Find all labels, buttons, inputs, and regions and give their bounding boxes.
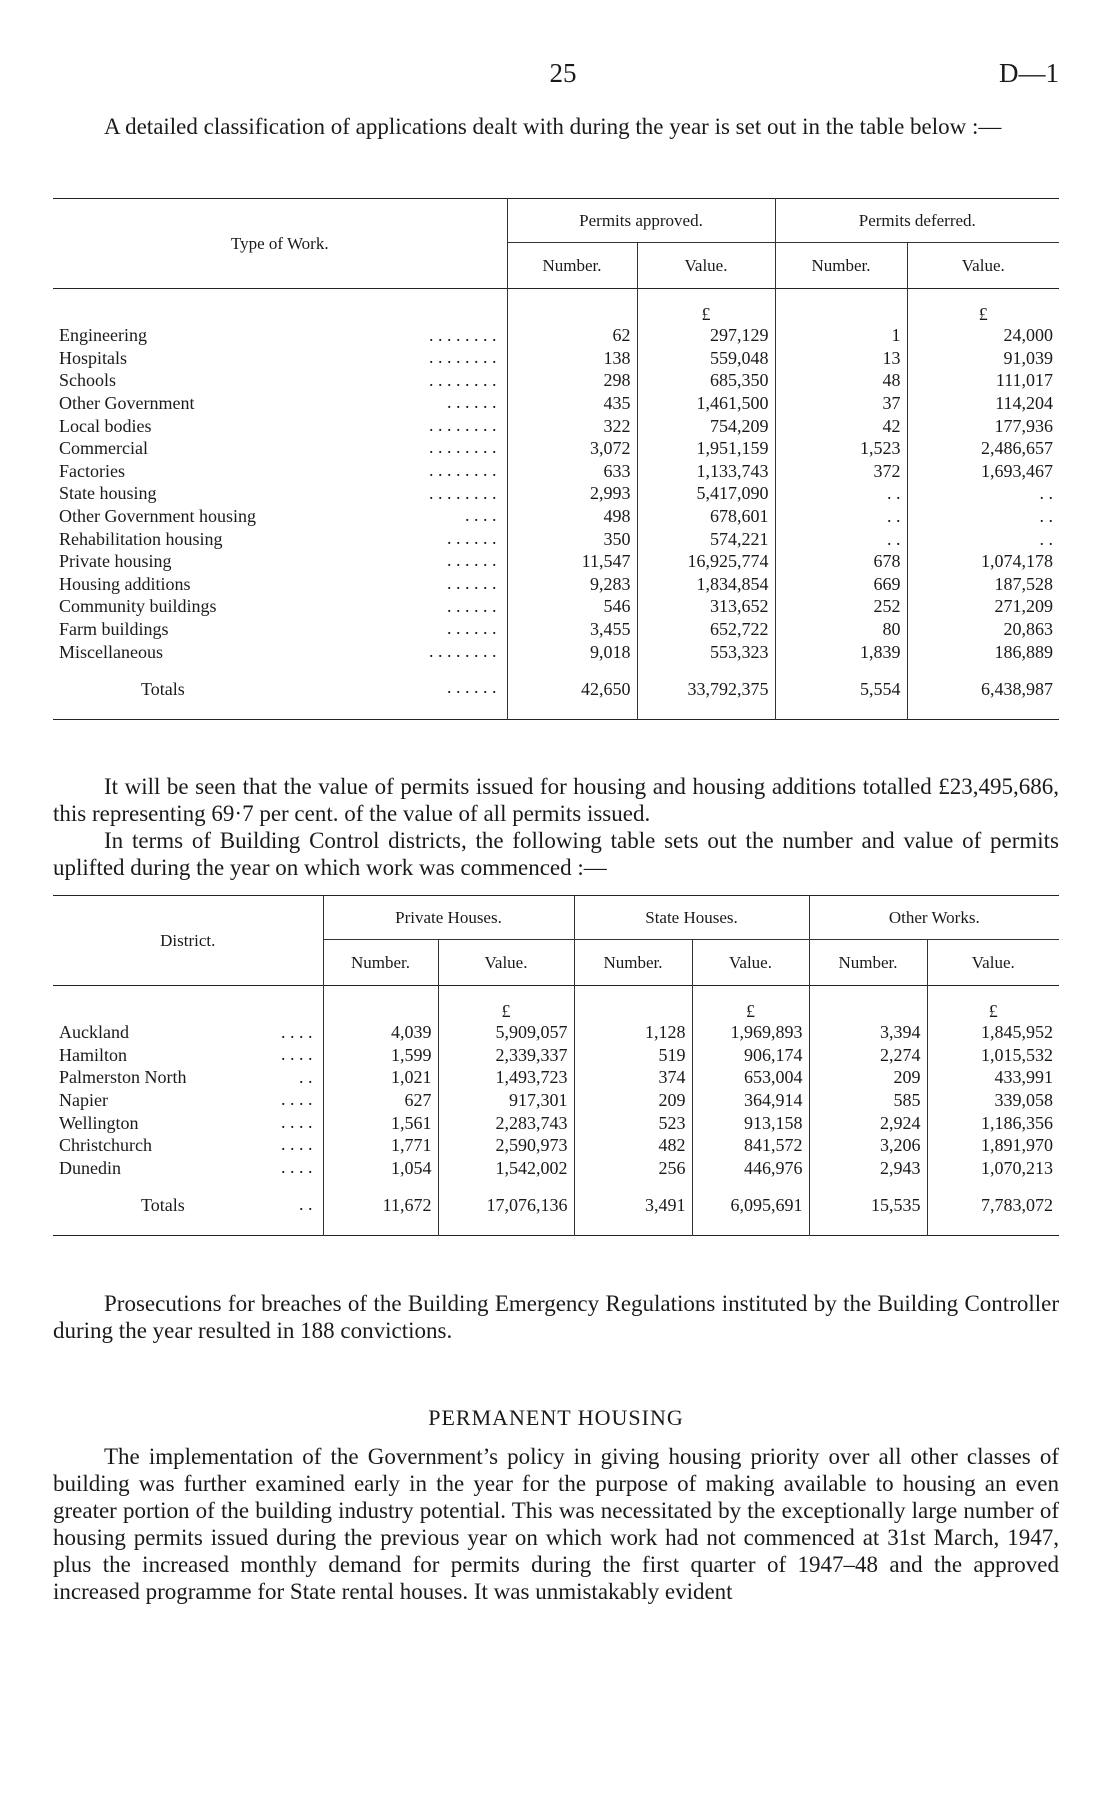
deferred-number-cell: 252 xyxy=(775,596,907,619)
deferred-number-cell: 1 xyxy=(775,325,907,348)
table-row xyxy=(53,392,1059,415)
row-label: Other Government housing xyxy=(59,506,256,527)
district-label: Palmerston North xyxy=(59,1067,187,1088)
table-row xyxy=(53,1067,1059,1090)
approved-number-cell: 9,018 xyxy=(507,641,637,664)
deferred-value-cell: 271,209 xyxy=(907,596,1059,619)
permits-deferred-header: Permits deferred. xyxy=(775,199,1059,243)
state-value-cell: 446,976 xyxy=(692,1157,809,1180)
district-label: Christchurch xyxy=(59,1135,152,1156)
district-table xyxy=(53,895,1059,1236)
page-number: 25 xyxy=(549,58,577,88)
table-row xyxy=(53,415,1059,438)
table-row xyxy=(53,1134,1059,1157)
housing-value-paragraph: It will be seen that the value of permits issued for housing and housing additions totalled £23,495,686, this representing 69·7 per cent. of the value of all permits issued. xyxy=(53,774,1059,826)
leader-dots: . . . . . . . . xyxy=(429,460,497,481)
approved-number-cell: 498 xyxy=(507,505,637,528)
table-row xyxy=(53,550,1059,573)
deferred-number-cell: 1,839 xyxy=(775,641,907,664)
leader-dots: . . . . xyxy=(281,1157,313,1178)
row-label: Factories xyxy=(59,460,125,481)
deferred-number-header: Number. xyxy=(775,243,907,289)
totals-deferred-number: 5,554 xyxy=(775,677,907,701)
private-value-cell: 1,493,723 xyxy=(438,1067,574,1090)
state-number-cell: 1,128 xyxy=(574,1022,692,1045)
row-label: Local bodies xyxy=(59,415,152,436)
leader-dots: . . . . . . xyxy=(447,527,497,548)
leader-dots: . . . . . . . . xyxy=(429,437,497,458)
approved-value-cell: 297,129 xyxy=(637,325,775,348)
deferred-number-cell: 1,523 xyxy=(775,437,907,460)
deferred-value-cell: 1,074,178 xyxy=(907,550,1059,573)
leader-dots: . . . . . . . . xyxy=(429,640,497,661)
totals-other-number: 15,535 xyxy=(809,1194,927,1218)
leader-dots: . . xyxy=(299,1193,313,1214)
currency-symbol: £ xyxy=(907,289,1059,325)
other-works-header: Other Works. xyxy=(809,896,1059,940)
table-row xyxy=(53,437,1059,460)
leader-dots: . . . . . . . . xyxy=(429,482,497,503)
other-value-cell: 1,891,970 xyxy=(927,1134,1059,1157)
district-label: Auckland xyxy=(59,1022,129,1043)
table-row xyxy=(53,573,1059,596)
row-label: Miscellaneous xyxy=(59,641,163,662)
approved-number-cell: 322 xyxy=(507,415,637,438)
row-label: Farm buildings xyxy=(59,619,169,640)
row-label: Housing additions xyxy=(59,573,191,594)
approved-value-cell: 1,951,159 xyxy=(637,437,775,460)
deferred-value-cell: . . xyxy=(907,528,1059,551)
state-value-cell: 653,004 xyxy=(692,1067,809,1090)
private-value-cell: 2,339,337 xyxy=(438,1044,574,1067)
approved-number-cell: 546 xyxy=(507,596,637,619)
private-number-cell: 627 xyxy=(323,1089,438,1112)
type-of-work-header: Type of Work. xyxy=(230,233,329,253)
private-number-cell: 1,021 xyxy=(323,1067,438,1090)
leader-dots: . . . . . . xyxy=(447,595,497,616)
other-number-cell: 2,943 xyxy=(809,1157,927,1180)
private-value-cell: 917,301 xyxy=(438,1089,574,1112)
document-code: D—1 xyxy=(999,58,1059,88)
table-totals-row xyxy=(53,677,1059,701)
prosecutions-paragraph: Prosecutions for breaches of the Building Emergency Regulations instituted by the Building Controller during the year resulted in 188 convictions. xyxy=(53,1291,1059,1343)
state-houses-header: State Houses. xyxy=(574,896,809,940)
table-row xyxy=(53,1022,1059,1045)
deferred-number-cell: 80 xyxy=(775,618,907,641)
state-number-cell: 482 xyxy=(574,1134,692,1157)
approved-number-cell: 11,547 xyxy=(507,550,637,573)
deferred-number-cell: 669 xyxy=(775,573,907,596)
private-value-cell: 1,542,002 xyxy=(438,1157,574,1180)
totals-private-number: 11,672 xyxy=(323,1194,438,1218)
other-number-cell: 2,924 xyxy=(809,1112,927,1135)
deferred-value-cell: . . xyxy=(907,505,1059,528)
leader-dots: . . . . . . xyxy=(447,392,497,413)
table-row xyxy=(53,460,1059,483)
state-value-header: Value. xyxy=(692,940,809,986)
deferred-value-cell: 186,889 xyxy=(907,641,1059,664)
table-row xyxy=(53,596,1059,619)
totals-approved-value: 33,792,375 xyxy=(637,677,775,701)
totals-state-number: 3,491 xyxy=(574,1194,692,1218)
private-number-cell: 1,054 xyxy=(323,1157,438,1180)
row-label: Engineering xyxy=(59,325,147,346)
private-number-cell: 1,771 xyxy=(323,1134,438,1157)
state-value-cell: 1,969,893 xyxy=(692,1022,809,1045)
deferred-value-cell: 24,000 xyxy=(907,325,1059,348)
row-label: Community buildings xyxy=(59,596,217,617)
state-value-cell: 364,914 xyxy=(692,1089,809,1112)
deferred-value-cell: 20,863 xyxy=(907,618,1059,641)
leader-dots: . . . . . . . . xyxy=(429,414,497,435)
other-number-cell: 2,274 xyxy=(809,1044,927,1067)
permanent-housing-paragraph: The implementation of the Government’s policy in giving housing priority over all other classes of building was further examined early in the year for the purpose of making available to housing an even greater portion of the building industry potential. This was necessitated by the exceptionally large number of housing permits issued during the previous year on which work had not commenced at 31st March, 1947, plus the increased monthly demand for permits during the first quarter of 1947–48 and the approved increased programme for State rental houses. It was unmistakably evident xyxy=(53,1444,1059,1604)
deferred-number-cell: 13 xyxy=(775,347,907,370)
row-label: Other Government xyxy=(59,393,195,414)
currency-symbol: £ xyxy=(927,986,1059,1022)
page-header xyxy=(53,0,1059,100)
table-row xyxy=(53,1089,1059,1112)
private-value-cell: 2,283,743 xyxy=(438,1112,574,1135)
deferred-number-cell: . . xyxy=(775,483,907,506)
state-number-cell: 374 xyxy=(574,1067,692,1090)
district-label: Napier xyxy=(59,1090,108,1111)
totals-other-value: 7,783,072 xyxy=(927,1194,1059,1218)
deferred-number-cell: 42 xyxy=(775,415,907,438)
state-number-cell: 519 xyxy=(574,1044,692,1067)
state-value-cell: 906,174 xyxy=(692,1044,809,1067)
row-label: Rehabilitation housing xyxy=(59,528,223,549)
leader-dots: . . . . xyxy=(465,505,497,526)
approved-value-cell: 313,652 xyxy=(637,596,775,619)
deferred-value-cell: 1,693,467 xyxy=(907,460,1059,483)
other-number-cell: 209 xyxy=(809,1067,927,1090)
deferred-value-header: Value. xyxy=(907,243,1059,289)
private-value-cell: 5,909,057 xyxy=(438,1022,574,1045)
private-value-header: Value. xyxy=(438,940,574,986)
approved-value-cell: 652,722 xyxy=(637,618,775,641)
approved-value-header: Value. xyxy=(637,243,775,289)
deferred-value-cell: . . xyxy=(907,483,1059,506)
section-title: PERMANENT HOUSING xyxy=(428,1405,684,1430)
private-number-cell: 4,039 xyxy=(323,1022,438,1045)
other-number-header: Number. xyxy=(809,940,927,986)
approved-number-cell: 3,072 xyxy=(507,437,637,460)
totals-state-value: 6,095,691 xyxy=(692,1194,809,1218)
intro-paragraph: A detailed classification of applications dealt with during the year is set out in the table below :— xyxy=(104,114,1002,139)
deferred-number-cell: 37 xyxy=(775,392,907,415)
leader-dots: . . . . . . . . xyxy=(429,347,497,368)
approved-number-cell: 9,283 xyxy=(507,573,637,596)
row-label: Private housing xyxy=(59,551,172,572)
leader-dots: . . . . . . . . xyxy=(429,324,497,345)
permits-approved-header: Permits approved. xyxy=(507,199,775,243)
approved-value-cell: 685,350 xyxy=(637,370,775,393)
private-value-cell: 2,590,973 xyxy=(438,1134,574,1157)
approved-number-cell: 138 xyxy=(507,347,637,370)
deferred-number-cell: 678 xyxy=(775,550,907,573)
approved-number-cell: 62 xyxy=(507,325,637,348)
other-value-cell: 1,845,952 xyxy=(927,1022,1059,1045)
deferred-value-cell: 187,528 xyxy=(907,573,1059,596)
other-value-cell: 1,186,356 xyxy=(927,1112,1059,1135)
currency-symbol: £ xyxy=(637,289,775,325)
approved-number-cell: 298 xyxy=(507,370,637,393)
approved-number-cell: 350 xyxy=(507,528,637,551)
leader-dots: . . xyxy=(299,1066,313,1087)
districts-intro-paragraph: In terms of Building Control districts, the following table sets out the number and value of permits uplifted during the year on which work was commenced :— xyxy=(53,828,1059,880)
approved-value-cell: 5,417,090 xyxy=(637,483,775,506)
state-number-header: Number. xyxy=(574,940,692,986)
table-row xyxy=(53,1157,1059,1180)
row-label: Schools xyxy=(59,370,117,391)
approved-number-cell: 2,993 xyxy=(507,483,637,506)
state-value-cell: 913,158 xyxy=(692,1112,809,1135)
table-row xyxy=(53,641,1059,664)
approved-number-cell: 435 xyxy=(507,392,637,415)
leader-dots: . . . . . . xyxy=(447,550,497,571)
approved-value-cell: 1,461,500 xyxy=(637,392,775,415)
other-value-cell: 339,058 xyxy=(927,1089,1059,1112)
approved-value-cell: 1,133,743 xyxy=(637,460,775,483)
table-row xyxy=(53,1044,1059,1067)
table-row xyxy=(53,347,1059,370)
approved-number-cell: 3,455 xyxy=(507,618,637,641)
other-number-cell: 3,206 xyxy=(809,1134,927,1157)
approved-value-cell: 559,048 xyxy=(637,347,775,370)
approved-value-cell: 678,601 xyxy=(637,505,775,528)
state-value-cell: 841,572 xyxy=(692,1134,809,1157)
other-value-header: Value. xyxy=(927,940,1059,986)
approved-number-cell: 633 xyxy=(507,460,637,483)
table-row xyxy=(53,618,1059,641)
totals-deferred-value: 6,438,987 xyxy=(907,677,1059,701)
other-value-cell: 1,015,532 xyxy=(927,1044,1059,1067)
totals-private-value: 17,076,136 xyxy=(438,1194,574,1218)
leader-dots: . . . . . . . . xyxy=(429,369,497,390)
district-label: Hamilton xyxy=(59,1044,127,1065)
private-number-cell: 1,561 xyxy=(323,1112,438,1135)
approved-number-header: Number. xyxy=(507,243,637,289)
private-houses-header: Private Houses. xyxy=(323,896,574,940)
currency-symbol: £ xyxy=(438,986,574,1022)
state-number-cell: 523 xyxy=(574,1112,692,1135)
leader-dots: . . . . . . xyxy=(447,618,497,639)
deferred-value-cell: 2,486,657 xyxy=(907,437,1059,460)
state-number-cell: 209 xyxy=(574,1089,692,1112)
document-page xyxy=(53,0,1059,1604)
table-row xyxy=(53,505,1059,528)
other-number-cell: 585 xyxy=(809,1089,927,1112)
deferred-number-cell: . . xyxy=(775,528,907,551)
state-number-cell: 256 xyxy=(574,1157,692,1180)
district-label: Wellington xyxy=(59,1112,139,1133)
table-row xyxy=(53,483,1059,506)
leader-dots: . . . . xyxy=(281,1134,313,1155)
work-type-table xyxy=(53,198,1059,720)
leader-dots: . . . . . . xyxy=(447,677,497,698)
deferred-value-cell: 114,204 xyxy=(907,392,1059,415)
approved-value-cell: 754,209 xyxy=(637,415,775,438)
district-header: District. xyxy=(160,930,216,950)
other-value-cell: 433,991 xyxy=(927,1067,1059,1090)
leader-dots: . . . . xyxy=(281,1021,313,1042)
leader-dots: . . . . xyxy=(281,1111,313,1132)
totals-label: Totals xyxy=(141,678,185,699)
totals-approved-number: 42,650 xyxy=(507,677,637,701)
deferred-number-cell: 48 xyxy=(775,370,907,393)
table-row xyxy=(53,370,1059,393)
district-label: Dunedin xyxy=(59,1157,121,1178)
deferred-number-cell: . . xyxy=(775,505,907,528)
approved-value-cell: 16,925,774 xyxy=(637,550,775,573)
table-row xyxy=(53,1112,1059,1135)
approved-value-cell: 553,323 xyxy=(637,641,775,664)
approved-value-cell: 574,221 xyxy=(637,528,775,551)
totals-label: Totals xyxy=(141,1195,185,1216)
private-number-header: Number. xyxy=(323,940,438,986)
private-number-cell: 1,599 xyxy=(323,1044,438,1067)
table-row xyxy=(53,528,1059,551)
other-number-cell: 3,394 xyxy=(809,1022,927,1045)
other-value-cell: 1,070,213 xyxy=(927,1157,1059,1180)
row-label: State housing xyxy=(59,483,157,504)
approved-value-cell: 1,834,854 xyxy=(637,573,775,596)
deferred-number-cell: 372 xyxy=(775,460,907,483)
currency-symbol: £ xyxy=(692,986,809,1022)
leader-dots: . . . . xyxy=(281,1044,313,1065)
row-label: Commercial xyxy=(59,438,148,459)
work-type-table-wrapper xyxy=(53,198,1059,720)
deferred-value-cell: 177,936 xyxy=(907,415,1059,438)
deferred-value-cell: 91,039 xyxy=(907,347,1059,370)
district-table-wrapper xyxy=(53,895,1059,1236)
row-label: Hospitals xyxy=(59,347,128,368)
leader-dots: . . . . . . xyxy=(447,573,497,594)
table-totals-row xyxy=(53,1194,1059,1218)
deferred-value-cell: 111,017 xyxy=(907,370,1059,393)
table-row xyxy=(53,325,1059,348)
leader-dots: . . . . xyxy=(281,1089,313,1110)
